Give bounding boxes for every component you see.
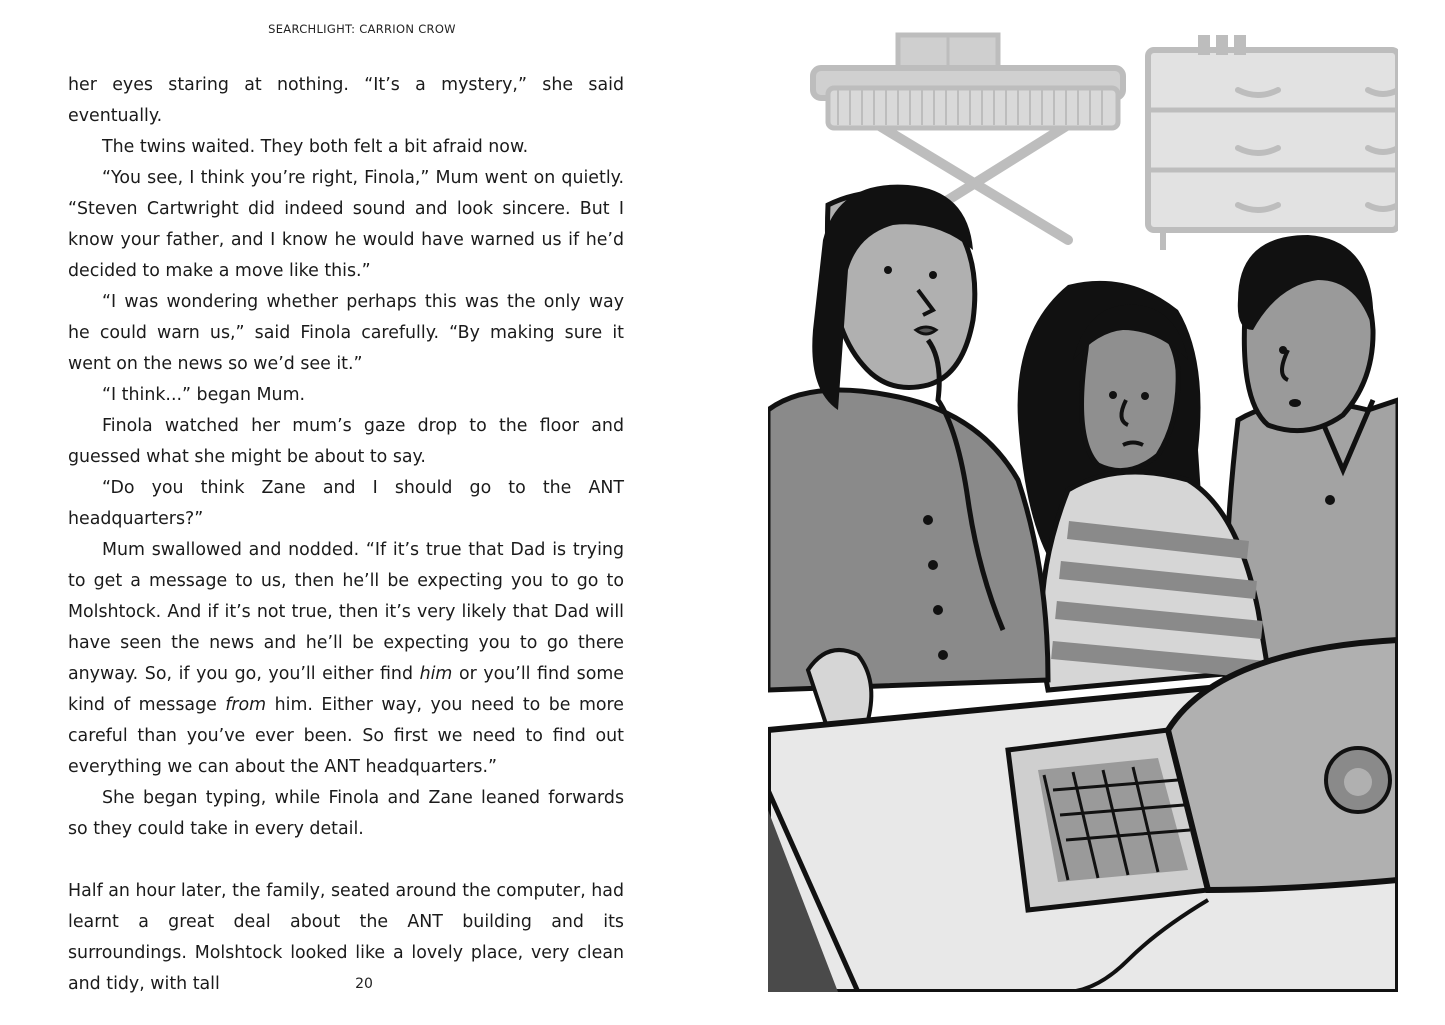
text-run: or you’ll find some kind of message bbox=[68, 664, 625, 715]
emphasis-him: him bbox=[419, 664, 453, 684]
paragraph: Finola watched her mum’s gaze drop to the floor and guessed what she might be about to say. bbox=[68, 416, 624, 467]
paragraph: “I was wondering whether perhaps this was the only way he could warn us,” said Finola carefully. “By making sure it went on the news so we’d see it.” bbox=[68, 292, 624, 374]
paragraph: The twins waited. They both felt a bit afraid now. bbox=[102, 137, 529, 157]
running-head: SEARCHLIGHT: CARRION CROW bbox=[268, 22, 456, 36]
emphasis-from: from bbox=[225, 695, 267, 715]
paragraph: “You see, I think you’re right, Finola,” Mum went on quietly. “Steven Cartwright did indeed sound and look sincere. But I know your father, and I know he would have warned us if he’d decided to make a move like this.” bbox=[68, 168, 624, 281]
paragraph bbox=[68, 535, 624, 783]
paragraph: her eyes staring at nothing. “It’s a mystery,” she said eventually. bbox=[68, 75, 624, 126]
paragraph: She began typing, while Finola and Zane leaned forwards so they could take in every detail. bbox=[68, 788, 624, 839]
paragraph: Half an hour later, the family, seated around the computer, had learnt a great deal about the ANT building and its surroundings. Molshtock looked like a lovely place, very clean and tidy, with tall bbox=[68, 881, 624, 994]
paragraph: “I think...” began Mum. bbox=[102, 385, 306, 405]
person-mum bbox=[768, 185, 1048, 730]
text-run: Mum swallowed and nodded. “If it’s true that Dad is trying to get a message to us, then he’ll be expecting you to go to Molshtock. And if it’s not true, then it’s very likely that Dad will have seen the news and he’ll be expecting you to go there anyway. So, if you go, you’ll either find bbox=[68, 540, 624, 684]
text-run: him. Either way, you need to be more careful than you’ve ever been. So first we need to find out everything we can about the ANT headquarters.” bbox=[68, 695, 624, 777]
keyboard bbox=[813, 68, 1123, 128]
page-number: 20 bbox=[355, 976, 373, 992]
paragraph: “Do you think Zane and I should go to the ANT headquarters?” bbox=[68, 478, 624, 529]
body-text bbox=[68, 70, 624, 1000]
illustration bbox=[768, 30, 1398, 992]
